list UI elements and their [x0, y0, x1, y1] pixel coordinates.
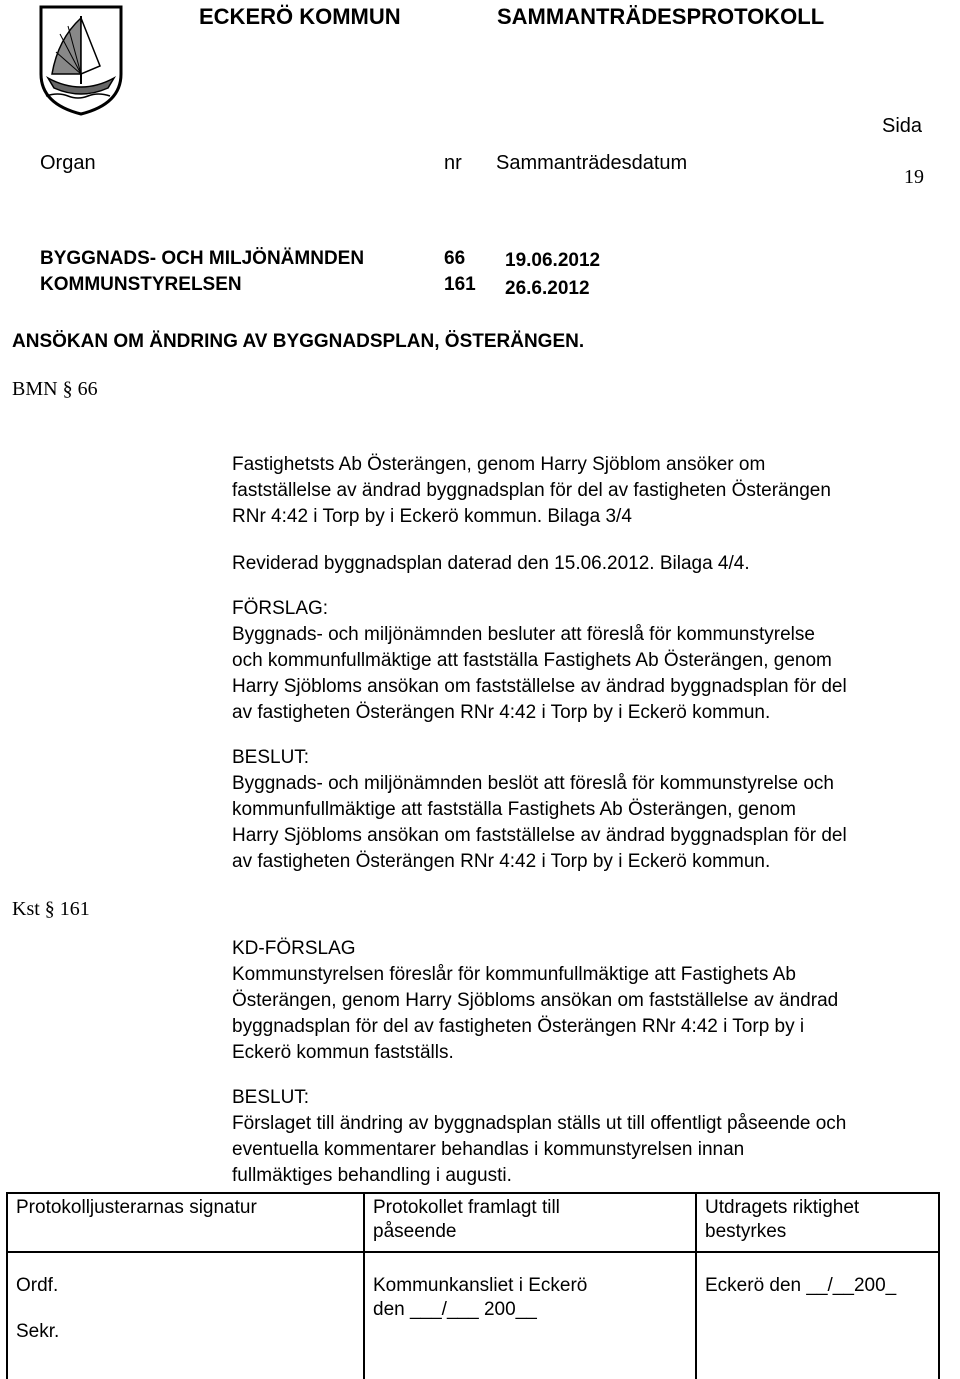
paragraph-line: eventuella kommentarer behandlas i kommunstyrelsen innan [232, 1139, 745, 1160]
section-heading: KD-FÖRSLAG [232, 938, 356, 959]
header-line: bestyrkes [705, 1221, 787, 1242]
paragraph-line: Reviderad byggnadsplan daterad den 15.06.2012. Bilaga 4/4. [232, 553, 750, 574]
paragraph-line: Förslaget till ändring av byggnadsplan ställs ut till offentligt påseende och [232, 1113, 847, 1134]
paragraph-line: Harry Sjöbloms ansökan om fastställelse av ändrad byggnadsplan för del [232, 676, 847, 697]
kst-section-ref: Kst § 161 [12, 898, 90, 920]
beslut-section [232, 745, 932, 875]
organ-label: Organ [40, 152, 96, 174]
paragraph-line: Fastighetsts Ab Österängen, genom Harry Sjöblom ansöker om [232, 454, 766, 475]
header-line: Protokollet framlagt till [373, 1197, 560, 1218]
body-name: BYGGNADS- OCH MILJÖNÄMNDEN [40, 248, 365, 269]
posting-line: Kommunkansliet i Eckerö [373, 1275, 588, 1296]
beslut-section [232, 1085, 932, 1189]
paragraph-line: fastställelse av ändrad byggnadsplan för del av fastigheten Österängen [232, 480, 831, 501]
page-number: 19 [904, 166, 924, 188]
paragraph-line: Österängen, genom Harry Sjöbloms ansökan om fastställelse av ändrad [232, 990, 839, 1011]
posting-date-line: den ___/___ 200__ [373, 1299, 537, 1320]
municipal-office-posting [373, 1274, 587, 1322]
table-divider [363, 1194, 365, 1379]
paragraph-line: Byggnads- och miljönämnden beslöt att föreslå för kommunstyrelse och [232, 773, 834, 794]
paragraph-line: Eckerö kommun fastställs. [232, 1042, 454, 1063]
forslag-section [232, 596, 932, 726]
header-line: Utdragets riktighet [705, 1197, 860, 1218]
signature-table [6, 1192, 940, 1379]
paragraph-line: Byggnads- och miljönämnden besluter att föreslå för kommunstyrelse [232, 624, 815, 645]
nr-label: nr [444, 152, 462, 174]
body-date: 19.06.2012 [505, 250, 601, 271]
paragraph-line: och kommunfullmäktige att fastställa Fastighets Ab Österängen, genom [232, 650, 832, 671]
paragraph-line: Harry Sjöbloms ansökan om fastställelse av ändrad byggnadsplan för del [232, 825, 847, 846]
posted-column-header [373, 1196, 560, 1244]
paragraph-line: av fastigheten Österängen RNr 4:42 i Torp by i Eckerö kommun. [232, 702, 771, 723]
paragraph-line: kommunfullmäktige att fastställa Fastighets Ab Österängen, genom [232, 799, 796, 820]
paragraph-line: Kommunstyrelsen föreslår för kommunfullmäktige att Fastighets Ab [232, 964, 796, 985]
paragraph-line: byggnadsplan för del av fastigheten Österängen RNr 4:42 i Torp by i [232, 1016, 805, 1037]
revised-plan-line [232, 551, 932, 577]
body-name: KOMMUNSTYRELSEN [40, 274, 242, 295]
bmn-section-ref: BMN § 66 [12, 378, 98, 400]
subject-title: ANSÖKAN OM ÄNDRING AV BYGGNADSPLAN, ÖSTERÄNGEN. [12, 331, 585, 352]
body-date: 26.6.2012 [505, 278, 590, 299]
municipal-coat-of-arms-ship-icon [38, 4, 124, 116]
kd-forslag-section [232, 936, 932, 1066]
certification-date-line: Eckerö den __/__200_ [705, 1275, 897, 1296]
certified-column-header [705, 1196, 859, 1244]
intro-paragraph [232, 452, 932, 530]
paragraph-line: fullmäktiges behandling i augusti. [232, 1165, 512, 1186]
document-type: SAMMANTRÄDESPROTOKOLL [497, 4, 825, 29]
date-label: Sammanträdesdatum [496, 152, 688, 174]
header-line: påseende [373, 1221, 457, 1242]
secretary-signature-label: Sekr. [16, 1321, 60, 1342]
municipality-name: ECKERÖ KOMMUN [199, 4, 401, 29]
paragraph-line: RNr 4:42 i Torp by i Eckerö kommun. Bilaga 3/4 [232, 506, 632, 527]
table-divider [695, 1194, 697, 1379]
page-label: Sida [882, 115, 923, 137]
section-heading: BESLUT: [232, 1087, 310, 1108]
section-heading: FÖRSLAG: [232, 598, 329, 619]
body-nr: 161 [444, 274, 476, 295]
chairman-signature-label: Ordf. [16, 1275, 59, 1296]
table-divider [8, 1251, 938, 1253]
paragraph-line: av fastigheten Österängen RNr 4:42 i Torp by i Eckerö kommun. [232, 851, 771, 872]
signature-column-header: Protokolljusterarnas signatur [16, 1197, 257, 1218]
body-nr: 66 [444, 248, 466, 269]
section-heading: BESLUT: [232, 747, 310, 768]
